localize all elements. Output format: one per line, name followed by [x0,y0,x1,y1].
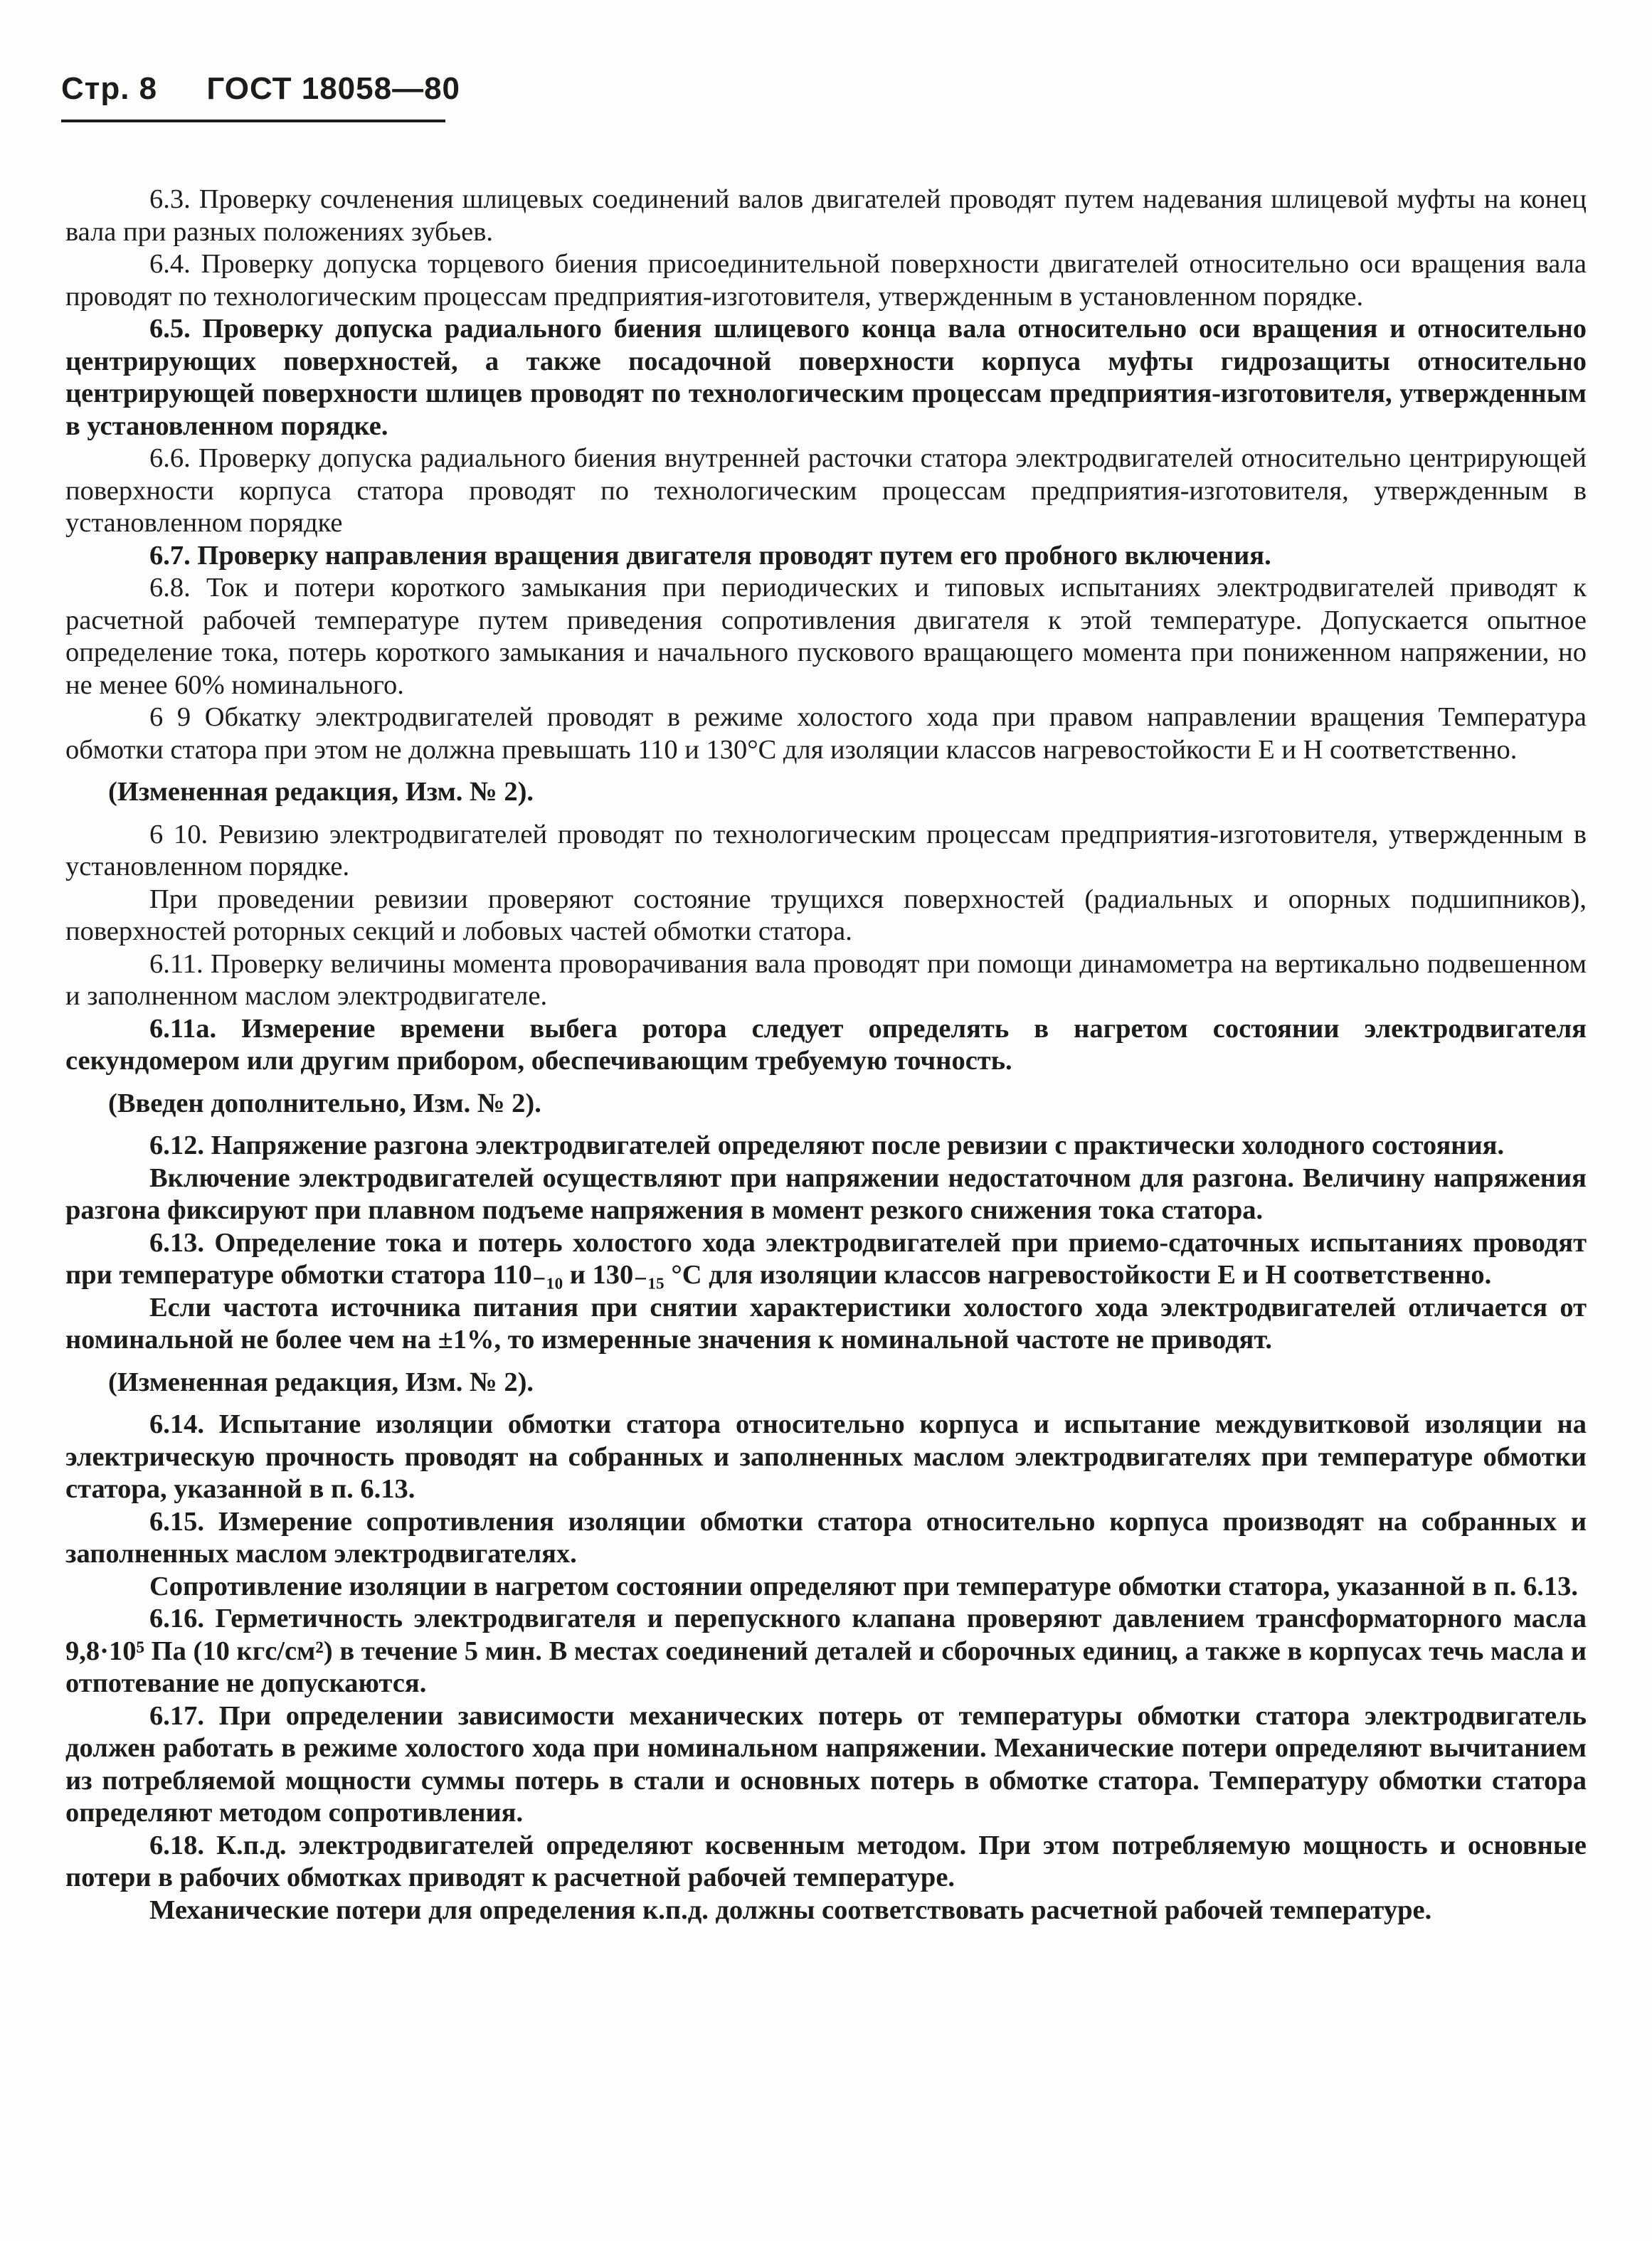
paragraph-6-5: 6.5. Проверку допуска радиального биения шлицевого конца вала относительно оси вращения и относительно центрирующих поверхностей, а также посадочной поверхности корпуса муфты гидрозащиты относительно центрирующей поверхности шлицев проводят по технологическим процессам предприятия-изготовителя, утвержденным в установленном порядке. [65,314,1587,441]
page-header [61,71,460,107]
paragraph-6-9: 6 9 Обкатку электродвигателей проводят в режиме холостого хода при правом направлении вращения Температура обмотки статора при этом не должна превышать 110 и 130°С для изоляции классов нагревостойкости Е и Н соответственно. [65,702,1587,765]
document-body [65,184,1587,1927]
paragraph-6-16: 6.16. Герметичность электродвигателя и перепускного клапана проверяют давлением трансформаторного масла 9,8·10⁵ Па (10 кгс/см²) в течение 5 мин. В местах соединений деталей и сборочных единиц, а также в корпусах течь масла и отпотевание не допускаются. [65,1604,1587,1698]
paragraph-6-13-frequency: Если частота источника питания при снятии характеристики холостого хода электродвигателей отличается от номинальной не более чем на ±1%, то измеренные значения к номинальной частоте не приводят. [65,1292,1587,1355]
page-number: Стр. 8 [61,71,158,106]
paragraph-6-4: 6.4. Проверку допуска торцевого биения присоединительной поверхности двигателей относительно оси вращения вала проводят по технологическим процессам предприятия-изготовителя, утвержденным в установленном порядке. [65,249,1587,312]
amendment-note: (Измененная редакция, Изм. № 2). [108,1367,534,1397]
paragraph-6-17: 6.17. При определении зависимости механических потерь от температуры обмотки статора электродвигатель должен работать в режиме холостого хода при номинальном напряжении. Механические потери определяют вычитанием из потребляемой мощности суммы потерь в стали и основных потерь в обмотке статора. Температуру обмотки статора определяют методом сопротивления. [65,1700,1587,1828]
paragraph-6-18-mechanical: Механические потери для определения к.п.д. должны соответствовать расчетной рабочей температуре. [149,1895,1432,1925]
paragraph-6-8: 6.8. Ток и потери короткого замыкания при периодических и типовых испытаниях электродвигателей приводят к расчетной рабочей температуре путем приведения сопротивления двигателя к этой температуре. Допускается опытное определение тока, потерь короткого замыкания и начального пускового вращающего момента при пониженном напряжении, но не менее 60% номинального. [65,573,1587,700]
paragraph-6-18: 6.18. К.п.д. электродвигателей определяют косвенным методом. При этом потребляемую мощность и основные потери в рабочих обмотках приводят к расчетной рабочей температуре. [65,1830,1587,1892]
standard-designation: ГОСТ 18058—80 [206,71,461,106]
paragraph-6-10-revision: При проведении ревизии проверяют состояние трущихся поверхностей (радиальных и опорных подшипников), поверхностей роторных секций и лобовых частей обмотки статора. [65,884,1587,946]
paragraph-6-6: 6.6. Проверку допуска радиального биения внутренней расточки статора электродвигателей относительно центрирующей поверхности корпуса статора проводят по технологическим процессам предприятия-изготовителя, утвержденным в установленном порядке [65,443,1587,538]
paragraph-6-15: 6.15. Измерение сопротивления изоляции обмотки статора относительно корпуса производят на собранных и заполненных маслом электродвигателях. [65,1506,1587,1569]
paragraph-6-3: 6.3. Проверку сочленения шлицевых соединений валов двигателей проводят путем надевания шлицевой муфты на конец вала при разных положениях зубьев. [65,184,1587,247]
amendment-note: (Измененная редакция, Изм. № 2). [108,777,534,807]
paragraph-6-11a: 6.11а. Измерение времени выбега ротора следует определять в нагретом состоянии электродвигателя секундомером или другим прибором, обеспечивающим требуемую точность. [65,1013,1587,1076]
paragraph-6-10: 6 10. Ревизию электродвигателей проводят по технологическим процессам предприятия-изготовителя, утвержденным в установленном порядке. [65,819,1587,881]
amendment-note: (Введен дополнительно, Изм. № 2). [108,1088,541,1118]
paragraph-6-11: 6.11. Проверку величины момента проворачивания вала проводят при помощи динамометра на вертикально подвешенном и заполненном маслом электродвигателе. [65,948,1587,1011]
header-rule [61,120,445,122]
paragraph-6-15-heated: Сопротивление изоляции в нагретом состоянии определяют при температуре обмотки статора, указанной в п. 6.13. [149,1571,1578,1601]
paragraph-6-13: 6.13. Определение тока и потерь холостого хода электродвигателей при приемо-сдаточных испытаниях проводят при температуре обмотки статора 110₋₁₀ и 130₋₁₅ °С для изоляции классов нагревостойкости Е и Н соответственно. [65,1227,1587,1290]
paragraph-6-12-switching: Включение электродвигателей осуществляют при напряжении недостаточном для разгона. Величину напряжения разгона фиксируют при плавном подъеме напряжения в момент резкого снижения тока статора. [65,1162,1587,1225]
paragraph-6-12: 6.12. Напряжение разгона электродвигателей определяют после ревизии с практически холодного состояния. [149,1130,1505,1160]
paragraph-6-14: 6.14. Испытание изоляции обмотки статора относительно корпуса и испытание междувитковой изоляции на электрическую прочность проводят на собранных и заполненных маслом электродвигателях при температуре обмотки статора, указанной в п. 6.13. [65,1409,1587,1504]
paragraph-6-7: 6.7. Проверку направления вращения двигателя проводят путем его пробного включения. [149,540,1271,571]
